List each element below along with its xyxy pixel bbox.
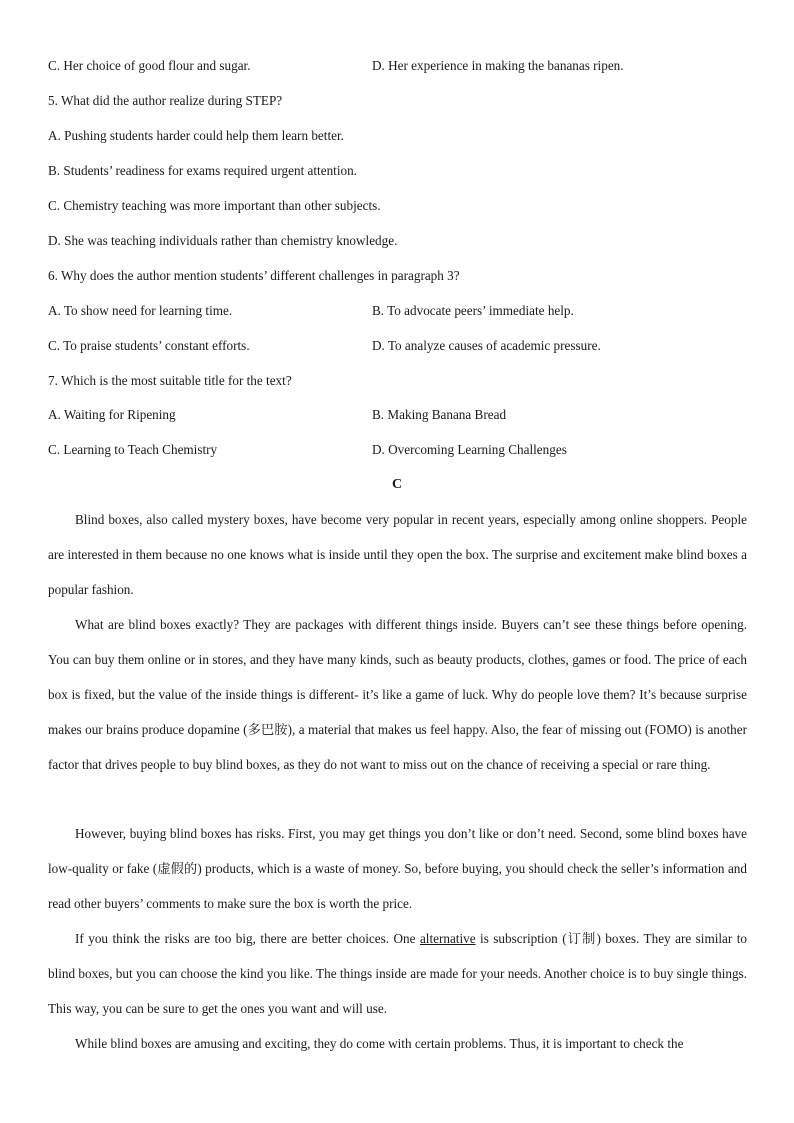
- passage-paragraph-4: [48, 921, 747, 1026]
- q5-option-a: A. Pushing students harder could help them learn better.: [48, 128, 344, 143]
- underlined-word-alternative: alternative: [419, 931, 476, 946]
- paragraph-4-text-end: is subscription (订制) boxes. They are similar to blind boxes, but you can choose the kind you like. The things inside are made for your needs. Another choice is to buy single things. This way, you can be sure to get the ones you want and will use.: [48, 931, 747, 1016]
- q5-option-d: D. She was teaching individuals rather than chemistry knowledge.: [48, 233, 398, 248]
- q5-option-b: B. Students’ readiness for exams required urgent attention.: [48, 163, 357, 178]
- q5-option-c: C. Chemistry teaching was more important than other subjects.: [48, 198, 381, 213]
- section-title: C: [391, 477, 403, 492]
- q5-question: 5. What did the author realize during STEP?: [48, 93, 283, 108]
- paragraph-4-text-start: If you think the risks are too big, there are better choices. One: [75, 931, 420, 946]
- q6-question: 6. Why does the author mention students’ different challenges in paragraph 3?: [48, 268, 460, 283]
- q4-option-d: D. Her experience in making the bananas ripen.: [372, 58, 624, 73]
- passage-paragraph-5: While blind boxes are amusing and exciting, they do come with certain problems. Thus, it is important to check the: [75, 1036, 684, 1051]
- q4-option-c: C. Her choice of good flour and sugar.: [48, 58, 251, 73]
- q6-option-a: A. To show need for learning time.: [48, 303, 233, 318]
- q7-question: 7. Which is the most suitable title for the text?: [48, 373, 292, 388]
- passage-paragraph-1: Blind boxes, also called mystery boxes, have become very popular in recent years, especially among online shoppers. People are interested in them because no one knows what is inside until they open the box. The surprise and excitement make blind boxes a popular fashion.: [48, 512, 747, 597]
- passage-paragraph-2: What are blind boxes exactly? They are packages with different things inside. Buyers can’t see these things before opening. You can buy them online or in stores, and they have many kinds, such as beauty products, clothes, games or food. The price of each box is fixed, but the value of the inside things is different- it’s like a game of luck. Why do people love them? It’s because surprise makes our brains produce dopamine (多巴胺), a material that makes us feel happy. Also, the fear of missing out (FOMO) is another factor that drives people to buy blind boxes, as they do not want to miss out on the chance of receiving a special or rare thing.: [48, 617, 747, 772]
- q7-option-a: A. Waiting for Ripening: [48, 407, 176, 422]
- q6-option-b: B. To advocate peers’ immediate help.: [372, 303, 574, 318]
- q6-option-d: D. To analyze causes of academic pressure.: [372, 338, 601, 353]
- q7-option-c: C. Learning to Teach Chemistry: [48, 442, 218, 457]
- q7-option-b: B. Making Banana Bread: [372, 407, 507, 422]
- q7-option-d: D. Overcoming Learning Challenges: [372, 442, 567, 457]
- passage-paragraph-3: However, buying blind boxes has risks. First, you may get things you don’t like or don’t need. Second, some blind boxes have low-quality or fake (虚假的) products, which is a waste of money. So, before buying, you should check the seller’s information and read other buyers’ comments to make sure the box is worth the price.: [48, 826, 747, 911]
- q6-option-c: C. To praise students’ constant efforts.: [48, 338, 250, 353]
